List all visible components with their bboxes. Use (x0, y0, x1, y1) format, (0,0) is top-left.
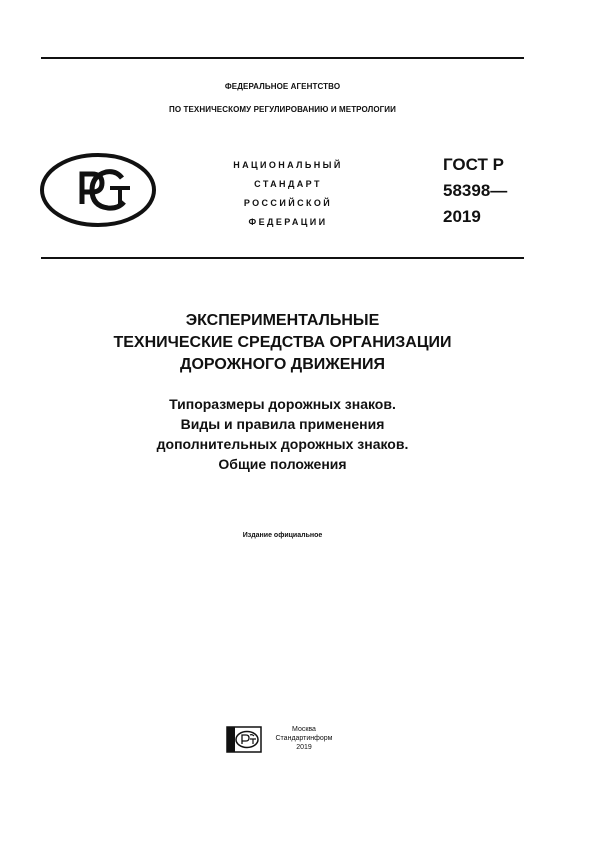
subtitle-line: Виды и правила применения (180, 416, 385, 432)
standard-type-line: СТАНДАРТ (254, 179, 322, 189)
designation-line: ГОСТ Р (443, 155, 504, 174)
standard-designation (443, 152, 507, 230)
document-title (41, 310, 524, 376)
standard-type-line: РОССИЙСКОЙ (243, 198, 333, 208)
national-standard-label (190, 156, 386, 232)
publisher-imprint (262, 725, 346, 752)
top-rule (41, 57, 524, 59)
subtitle-line: Общие положения (218, 456, 347, 472)
agency-line-2: ПО ТЕХНИЧЕСКОМУ РЕГУЛИРОВАНИЮ И МЕТРОЛОГИИ (168, 105, 397, 114)
official-edition-label: Издание официальное (242, 532, 323, 539)
title-line: ДОРОЖНОГО ДВИЖЕНИЯ (180, 356, 385, 373)
subtitle-line: дополнительных дорожных знаков. (156, 436, 409, 452)
middle-rule (41, 257, 524, 259)
standartinform-logo-icon (226, 726, 262, 753)
standard-type-line: НАЦИОНАЛЬНЫЙ (233, 160, 343, 170)
publisher-name: Стандартинформ (275, 735, 333, 742)
designation-line: 2019 (443, 207, 481, 226)
title-line: ТЕХНИЧЕСКИЕ СРЕДСТВА ОРГАНИЗАЦИИ (113, 334, 452, 351)
document-subtitle (41, 394, 524, 474)
rst-gost-emblem-icon (38, 150, 158, 230)
standard-type-line: ФЕДЕРАЦИИ (248, 217, 328, 227)
designation-line: 58398— (443, 181, 508, 200)
publisher-year: 2019 (296, 744, 312, 751)
agency-line-1: ФЕДЕРАЛЬНОЕ АГЕНТСТВО (224, 82, 341, 91)
subtitle-line: Типоразмеры дорожных знаков. (169, 396, 396, 412)
publisher-city: Москва (292, 726, 316, 733)
title-line: ЭКСПЕРИМЕНТАЛЬНЫЕ (185, 312, 380, 329)
